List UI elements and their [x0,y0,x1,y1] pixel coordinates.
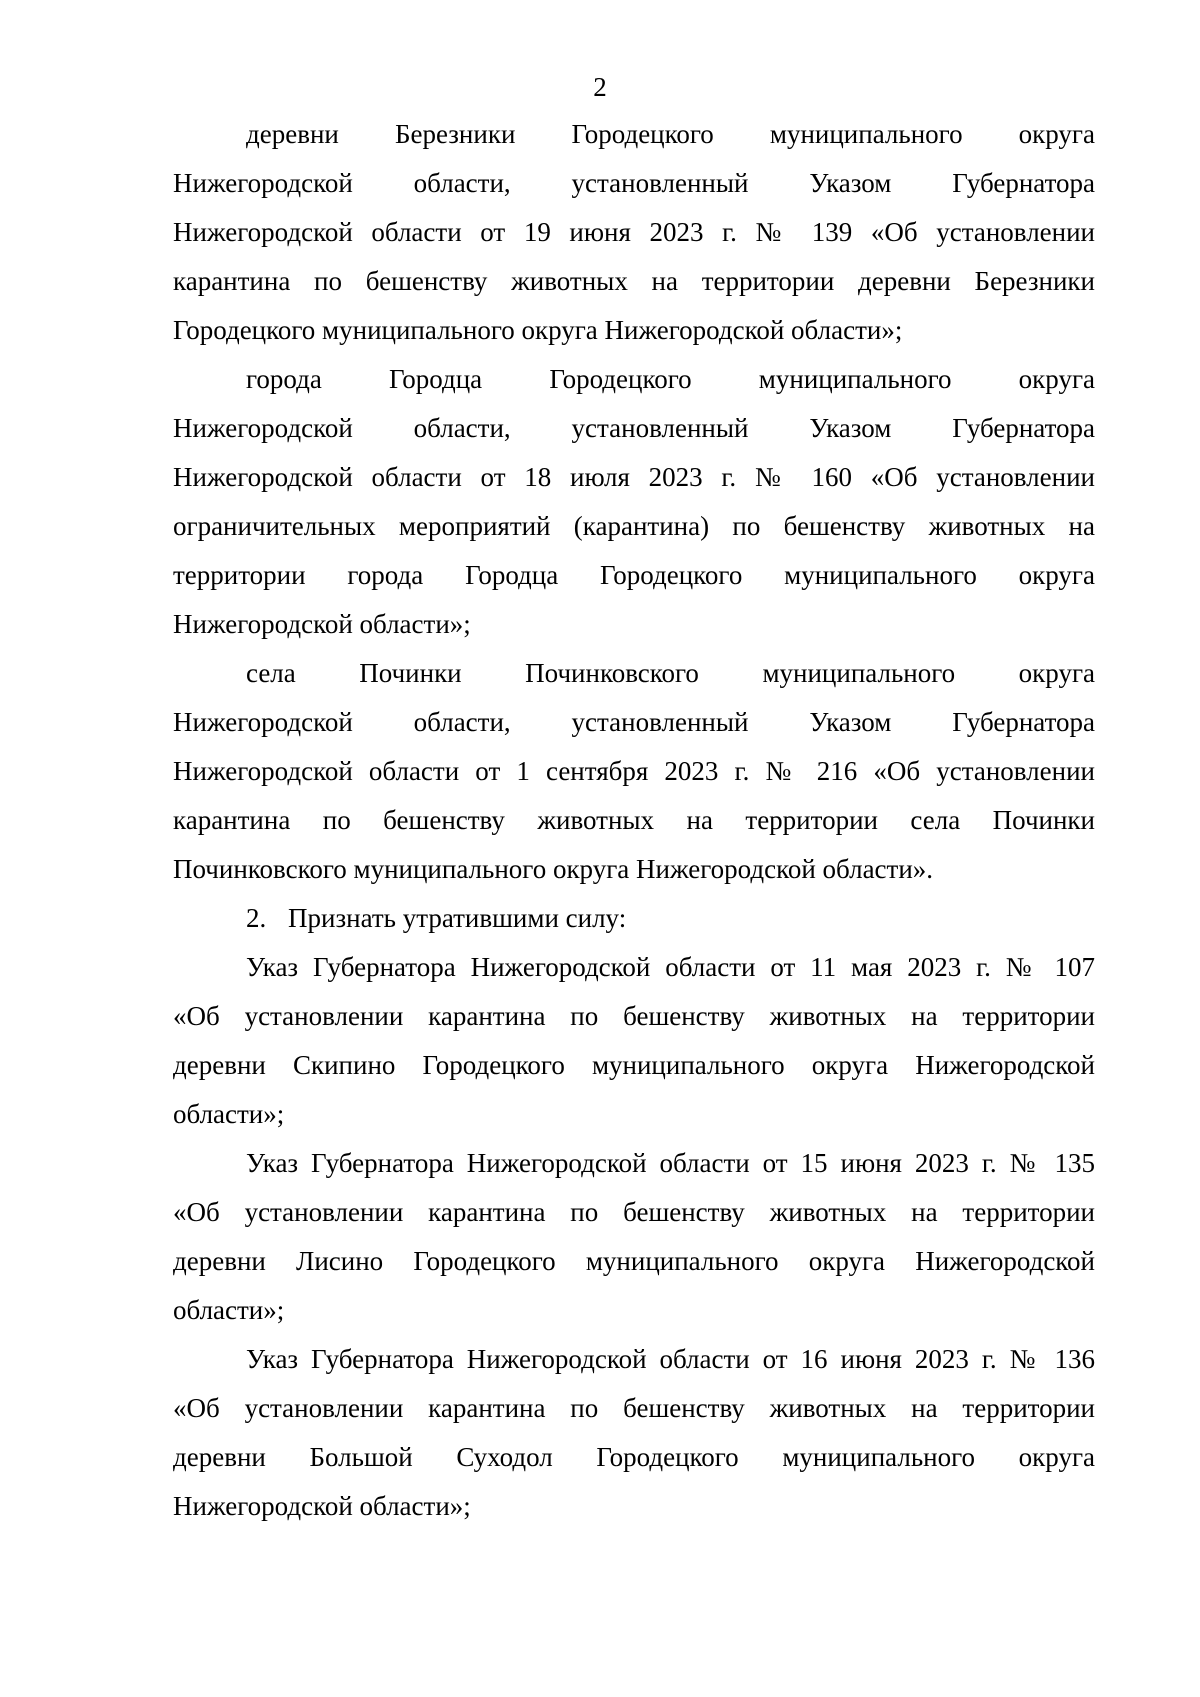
text-line: территории города Городца Городецкого муниципального округа [173,560,1095,590]
paragraph-item-2 [173,894,1095,943]
text-line: деревни Лисино Городецкого муниципального округа Нижегородской [173,1246,1095,1276]
document-body [173,110,1095,1531]
text-line: города Городца Городецкого муниципального округа [246,364,1095,394]
text-line [173,894,1095,943]
paragraph-decree-135 [173,1139,1095,1335]
paragraph-berezniki [173,110,1095,355]
text-line: карантина по бешенству животных на территории деревни Березники [173,266,1095,296]
text-line: Нижегородской области от 1 сентября 2023 г. № 216 «Об установлении [173,756,1095,786]
text-line: Нижегородской области, установленный Указом Губернатора [173,707,1095,737]
paragraph-pochinki [173,649,1095,894]
text-line: деревни Березники Городецкого муниципального округа [246,119,1095,149]
text-line: области»; [173,1099,285,1129]
text-line: Указ Губернатора Нижегородской области от 11 мая 2023 г. № 107 [246,952,1095,982]
text-line: Нижегородской области»; [173,1491,471,1521]
text-line: Нижегородской области от 18 июля 2023 г. № 160 «Об установлении [173,462,1095,492]
text-line: Нижегородской области»; [173,609,471,639]
text-line: Указ Губернатора Нижегородской области от 15 июня 2023 г. № 135 [246,1148,1095,1178]
text-line: «Об установлении карантина по бешенству животных на территории [173,1393,1095,1423]
text-line: деревни Скипино Городецкого муниципального округа Нижегородской [173,1050,1095,1080]
list-number: 2. [246,903,267,933]
text-line: Нижегородской области от 19 июня 2023 г. № 139 «Об установлении [173,217,1095,247]
text-line: Нижегородской области, установленный Указом Губернатора [173,413,1095,443]
text-line: Указ Губернатора Нижегородской области от 16 июня 2023 г. № 136 [246,1344,1095,1374]
text-line: «Об установлении карантина по бешенству животных на территории [173,1001,1095,1031]
text-line: села Починки Починковского муниципального округа [246,658,1095,688]
text-line: области»; [173,1295,285,1325]
text-line: Починковского муниципального округа Нижегородской области». [173,854,934,884]
text-line: ограничительных мероприятий (карантина) по бешенству животных на [173,511,1095,541]
paragraph-decree-136 [173,1335,1095,1531]
text-line: Нижегородской области, установленный Указом Губернатора [173,168,1095,198]
text-line: деревни Большой Суходол Городецкого муниципального округа [173,1442,1095,1472]
list-text: Признать утратившими силу: [288,903,627,933]
text-line: «Об установлении карантина по бешенству животных на территории [173,1197,1095,1227]
paragraph-gorodets [173,355,1095,649]
text-line: Городецкого муниципального округа Нижегородской области»; [173,315,903,345]
page-number: 2 [593,72,607,102]
text-line: карантина по бешенству животных на территории села Починки [173,805,1095,835]
paragraph-decree-107 [173,943,1095,1139]
